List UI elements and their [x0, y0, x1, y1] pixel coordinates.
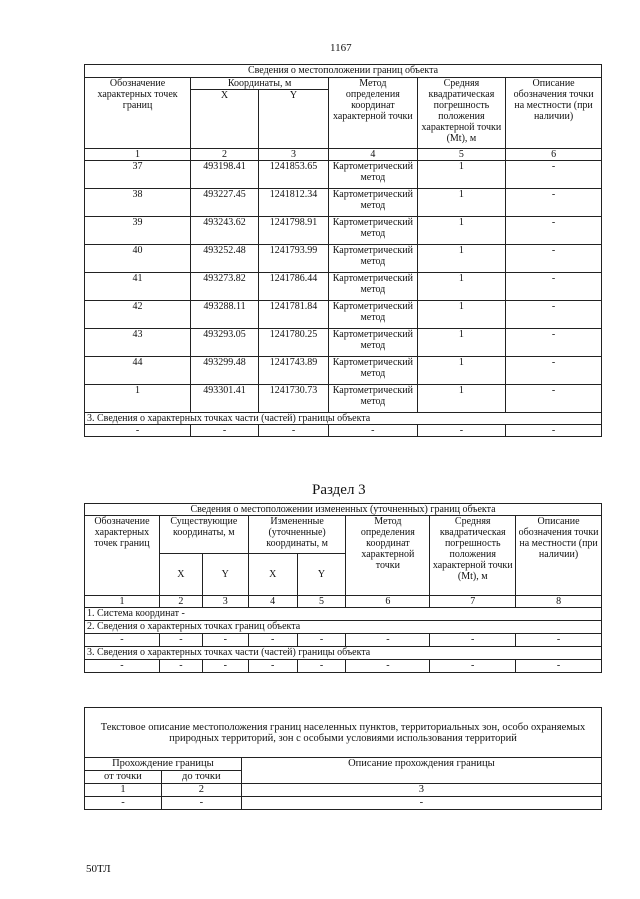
table-cell: 1241786.44 [259, 273, 329, 301]
table-cell: 1 [417, 217, 506, 245]
header-method: Метод определения координат характерной точки [329, 78, 418, 149]
table-cell: Картометрический метод [329, 357, 418, 385]
table-cell: 1241793.99 [259, 245, 329, 273]
header-point: Обозначение характерных точек границ [85, 516, 160, 596]
header-y: Y [259, 90, 329, 149]
header-error: Средняя квадратическая погрешность положения характерной точки (Mt), м [430, 516, 516, 596]
boundary-points-table [84, 64, 602, 437]
col-number: 4 [248, 596, 297, 608]
table-row [85, 329, 602, 357]
header-error: Средняя квадратическая погрешность положения характерной точки (Mt), м [417, 78, 506, 149]
table-cell: 41 [85, 273, 191, 301]
table-cell: 493299.48 [191, 357, 259, 385]
table1-caption: Сведения о местоположении границ объекта [85, 65, 602, 78]
table-cell: - [248, 634, 297, 647]
table-cell: - [506, 329, 602, 357]
table-cell: - [202, 660, 248, 673]
header-method: Метод определения координат характерной точки [346, 516, 430, 596]
table-cell: - [506, 245, 602, 273]
table-cell: - [506, 189, 602, 217]
col-number: 1 [85, 149, 191, 161]
col-number: 3 [202, 596, 248, 608]
table-cell: 44 [85, 357, 191, 385]
table-cell: - [516, 660, 602, 673]
table-cell: Картометрический метод [329, 189, 418, 217]
table-row [85, 189, 602, 217]
table-cell: Картометрический метод [329, 161, 418, 189]
table-cell: Картометрический метод [329, 217, 418, 245]
page-number: 1167 [330, 42, 352, 54]
table2-line3: 3. Сведения о характерных точках части (частей) границы объекта [85, 647, 602, 660]
text-description-table [84, 707, 602, 810]
table-cell: 1241812.34 [259, 189, 329, 217]
table-cell: - [506, 161, 602, 189]
table-cell: - [506, 385, 602, 413]
table-cell: 493252.48 [191, 245, 259, 273]
col-number: 1 [85, 784, 162, 797]
table-cell: 42 [85, 301, 191, 329]
table-cell: 1 [417, 301, 506, 329]
header-y: Y [297, 554, 346, 596]
table-cell: 493288.11 [191, 301, 259, 329]
section-heading: Раздел 3 [312, 482, 366, 498]
table-cell: 1241730.73 [259, 385, 329, 413]
table-cell: Картометрический метод [329, 385, 418, 413]
col-number: 7 [430, 596, 516, 608]
table-cell: - [430, 634, 516, 647]
table-row [85, 217, 602, 245]
header-y: Y [202, 554, 248, 596]
table-cell: - [329, 425, 418, 437]
table-row [85, 273, 602, 301]
table-cell: 1241780.25 [259, 329, 329, 357]
table-cell: 1 [417, 385, 506, 413]
table1-section3-title: 3. Сведения о характерных точках части (частей) границы объекта [85, 413, 602, 425]
table-cell: - [506, 301, 602, 329]
table-cell: - [346, 634, 430, 647]
table-cell: - [506, 273, 602, 301]
table-cell: - [85, 797, 162, 810]
footer-code: 50ТЛ [86, 863, 111, 875]
header-description: Описание обозначения точки на местности (при наличии) [506, 78, 602, 149]
table-cell: - [259, 425, 329, 437]
table-cell: - [346, 660, 430, 673]
header-passage: Прохождение границы [85, 758, 242, 771]
header-to: до точки [161, 771, 241, 784]
table-cell: - [85, 634, 160, 647]
table-cell: 493273.82 [191, 273, 259, 301]
table-cell: - [506, 357, 602, 385]
table-cell: Картометрический метод [329, 329, 418, 357]
table-row [85, 301, 602, 329]
table-cell: 43 [85, 329, 191, 357]
table3-caption: Текстовое описание местоположения границ населенных пунктов, территориальных зон, особо охраняемых природных территорий, зон с особыми условиями использования территорий [85, 708, 602, 758]
col-number: 6 [346, 596, 430, 608]
col-number: 4 [329, 149, 418, 161]
table-cell: - [297, 660, 346, 673]
table2-line1: 1. Система координат - [85, 608, 602, 621]
col-number: 2 [159, 596, 202, 608]
table-cell: 493243.62 [191, 217, 259, 245]
table-row [85, 245, 602, 273]
table-cell: 38 [85, 189, 191, 217]
table-cell: Картометрический метод [329, 301, 418, 329]
header-description: Описание обозначения точки на местности (при наличии) [516, 516, 602, 596]
table-cell: 39 [85, 217, 191, 245]
table-cell: - [159, 634, 202, 647]
table-cell: 1241798.91 [259, 217, 329, 245]
table-cell: - [191, 425, 259, 437]
header-from: от точки [85, 771, 162, 784]
table-cell: 1241853.65 [259, 161, 329, 189]
table-cell: - [506, 217, 602, 245]
table-cell: - [202, 634, 248, 647]
table-cell: 1 [85, 385, 191, 413]
col-number: 5 [417, 149, 506, 161]
table-cell: 1 [417, 161, 506, 189]
table-cell: - [85, 660, 160, 673]
col-number: 2 [191, 149, 259, 161]
table-row [85, 385, 602, 413]
table-cell: - [161, 797, 241, 810]
table-cell: 493301.41 [191, 385, 259, 413]
header-x: X [159, 554, 202, 596]
header-changed: Измененные (уточненные) координаты, м [248, 516, 346, 554]
table-cell: 493198.41 [191, 161, 259, 189]
table-row [85, 161, 602, 189]
col-number: 5 [297, 596, 346, 608]
table-cell: 1 [417, 273, 506, 301]
header-point: Обозначение характерных точек границ [85, 78, 191, 149]
col-number: 3 [259, 149, 329, 161]
table2-caption: Сведения о местоположении измененных (уточненных) границ объекта [85, 504, 602, 516]
col-number: 1 [85, 596, 160, 608]
table-cell: - [417, 425, 506, 437]
table-cell: 1 [417, 245, 506, 273]
table-cell: 1 [417, 329, 506, 357]
table-cell: 37 [85, 161, 191, 189]
header-existing: Существующие координаты, м [159, 516, 248, 554]
table-cell: Картометрический метод [329, 273, 418, 301]
col-number: 8 [516, 596, 602, 608]
table-cell: 493227.45 [191, 189, 259, 217]
col-number: 6 [506, 149, 602, 161]
table-cell: - [506, 425, 602, 437]
table-cell: 1241743.89 [259, 357, 329, 385]
table-cell: 1 [417, 189, 506, 217]
table-cell: - [430, 660, 516, 673]
table-cell: 40 [85, 245, 191, 273]
table-cell: - [241, 797, 601, 810]
changed-boundaries-table [84, 503, 602, 673]
table-cell: - [297, 634, 346, 647]
col-number: 2 [161, 784, 241, 797]
header-description: Описание прохождения границы [241, 758, 601, 784]
col-number: 3 [241, 784, 601, 797]
table-row [85, 357, 602, 385]
table-cell: 493293.05 [191, 329, 259, 357]
table-cell: - [85, 425, 191, 437]
table-cell: 1241781.84 [259, 301, 329, 329]
header-x: X [191, 90, 259, 149]
header-coords: Координаты, м [191, 78, 329, 90]
table-cell: - [516, 634, 602, 647]
table-cell: Картометрический метод [329, 245, 418, 273]
table-cell: - [159, 660, 202, 673]
table2-line2: 2. Сведения о характерных точках границ объекта [85, 621, 602, 634]
table-cell: 1 [417, 357, 506, 385]
header-x: X [248, 554, 297, 596]
table-cell: - [248, 660, 297, 673]
